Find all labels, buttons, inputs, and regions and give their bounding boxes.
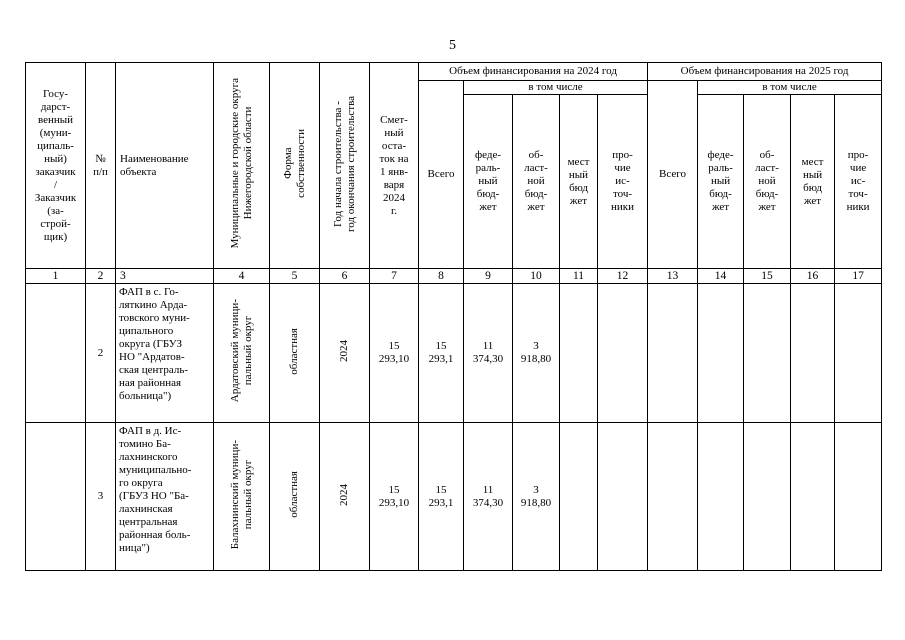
header-customer: Госу- дарст- венный (муни- ципаль- ный) заказчик / Заказчик (за- строй- щик) [26,63,86,269]
row-object-name: ФАП в д. Ис- томино Ба- лахнинского муниципально- го округа (ГБУЗ НО "Ба- лахнинская центральная районная боль- ница") [116,423,214,571]
column-number: 5 [270,269,320,284]
column-number: 15 [744,269,791,284]
header-regional-2025: об- ласт- ной бюд- жет [744,95,791,269]
header-local-2024: мест ный бюд жет [560,95,598,269]
header-fin-2025: Объем финансирования на 2025 год [648,63,882,81]
page-number: 5 [449,38,456,53]
column-number: 16 [791,269,835,284]
header-num: № п/п [86,63,116,269]
header-object-name: Наименование объекта [116,63,214,269]
row-regional-2025 [744,423,791,571]
header-fin-2024: Объем финансирования на 2024 год [419,63,648,81]
row-total-2024: 15 293,1 [419,284,464,423]
row-other-2025 [835,423,882,571]
header-regional-2024: об- ласт- ной бюд- жет [513,95,560,269]
row-other-2025 [835,284,882,423]
header-other-2025: про- чие ис- точ- ники [835,95,882,269]
row-object-name: ФАП в с. Го- ляткино Арда- товского муни- ципального округа (ГБУЗ НО "Ардатов- ская централь- ная районная больница") [116,284,214,423]
row-other-2024 [598,423,648,571]
column-number: 8 [419,269,464,284]
header-ownership: Форма собственности [270,63,320,269]
header-local-2025: мест ный бюд жет [791,95,835,269]
column-number: 14 [698,269,744,284]
row-customer [26,423,86,571]
row-local-2025 [791,284,835,423]
column-number: 13 [648,269,698,284]
column-number: 17 [835,269,882,284]
column-number: 3 [116,269,214,284]
row-federal-2025 [698,423,744,571]
column-number: 6 [320,269,370,284]
row-num: 3 [86,423,116,571]
row-regional-2025 [744,284,791,423]
header-federal-2025: феде- раль- ный бюд- жет [698,95,744,269]
column-number: 2 [86,269,116,284]
row-local-2024 [560,423,598,571]
column-number: 12 [598,269,648,284]
row-district: Балахнинский муници- пальный округ [214,423,270,571]
header-other-2024: про- чие ис- точ- ники [598,95,648,269]
row-federal-2024: 11 374,30 [464,284,513,423]
column-number: 11 [560,269,598,284]
header-federal-2024: феде- раль- ный бюд- жет [464,95,513,269]
header-district: Муниципальные и городские округа Нижегородской области [214,63,270,269]
row-local-2024 [560,284,598,423]
header-total-2024: Всего [419,81,464,269]
row-regional-2024: 3 918,80 [513,423,560,571]
header-balance: Смет- ный оста- ток на 1 янв- варя 2024 г. [370,63,419,269]
column-number: 10 [513,269,560,284]
row-years: 2024 [320,284,370,423]
column-number: 7 [370,269,419,284]
row-balance: 15 293,10 [370,284,419,423]
row-district: Ардатовский муници- пальный округ [214,284,270,423]
row-balance: 15 293,10 [370,423,419,571]
row-ownership: областная [270,284,320,423]
row-local-2025 [791,423,835,571]
column-number: 4 [214,269,270,284]
column-number-row [26,269,882,284]
header-incl-2024: в том числе [464,81,648,95]
row-ownership: областная [270,423,320,571]
column-number: 1 [26,269,86,284]
header-total-2025: Всего [648,81,698,269]
row-total-2024: 15 293,1 [419,423,464,571]
row-federal-2025 [698,284,744,423]
table-row [26,423,882,571]
column-number: 9 [464,269,513,284]
row-other-2024 [598,284,648,423]
row-federal-2024: 11 374,30 [464,423,513,571]
row-customer [26,284,86,423]
row-total-2025 [648,423,698,571]
row-regional-2024: 3 918,80 [513,284,560,423]
header-years: Год начала строительства - год окончания строительства [320,63,370,269]
row-total-2025 [648,284,698,423]
row-years: 2024 [320,423,370,571]
row-num: 2 [86,284,116,423]
construction-budget-table [25,62,882,571]
header-incl-2025: в том числе [698,81,882,95]
table-row [26,284,882,423]
